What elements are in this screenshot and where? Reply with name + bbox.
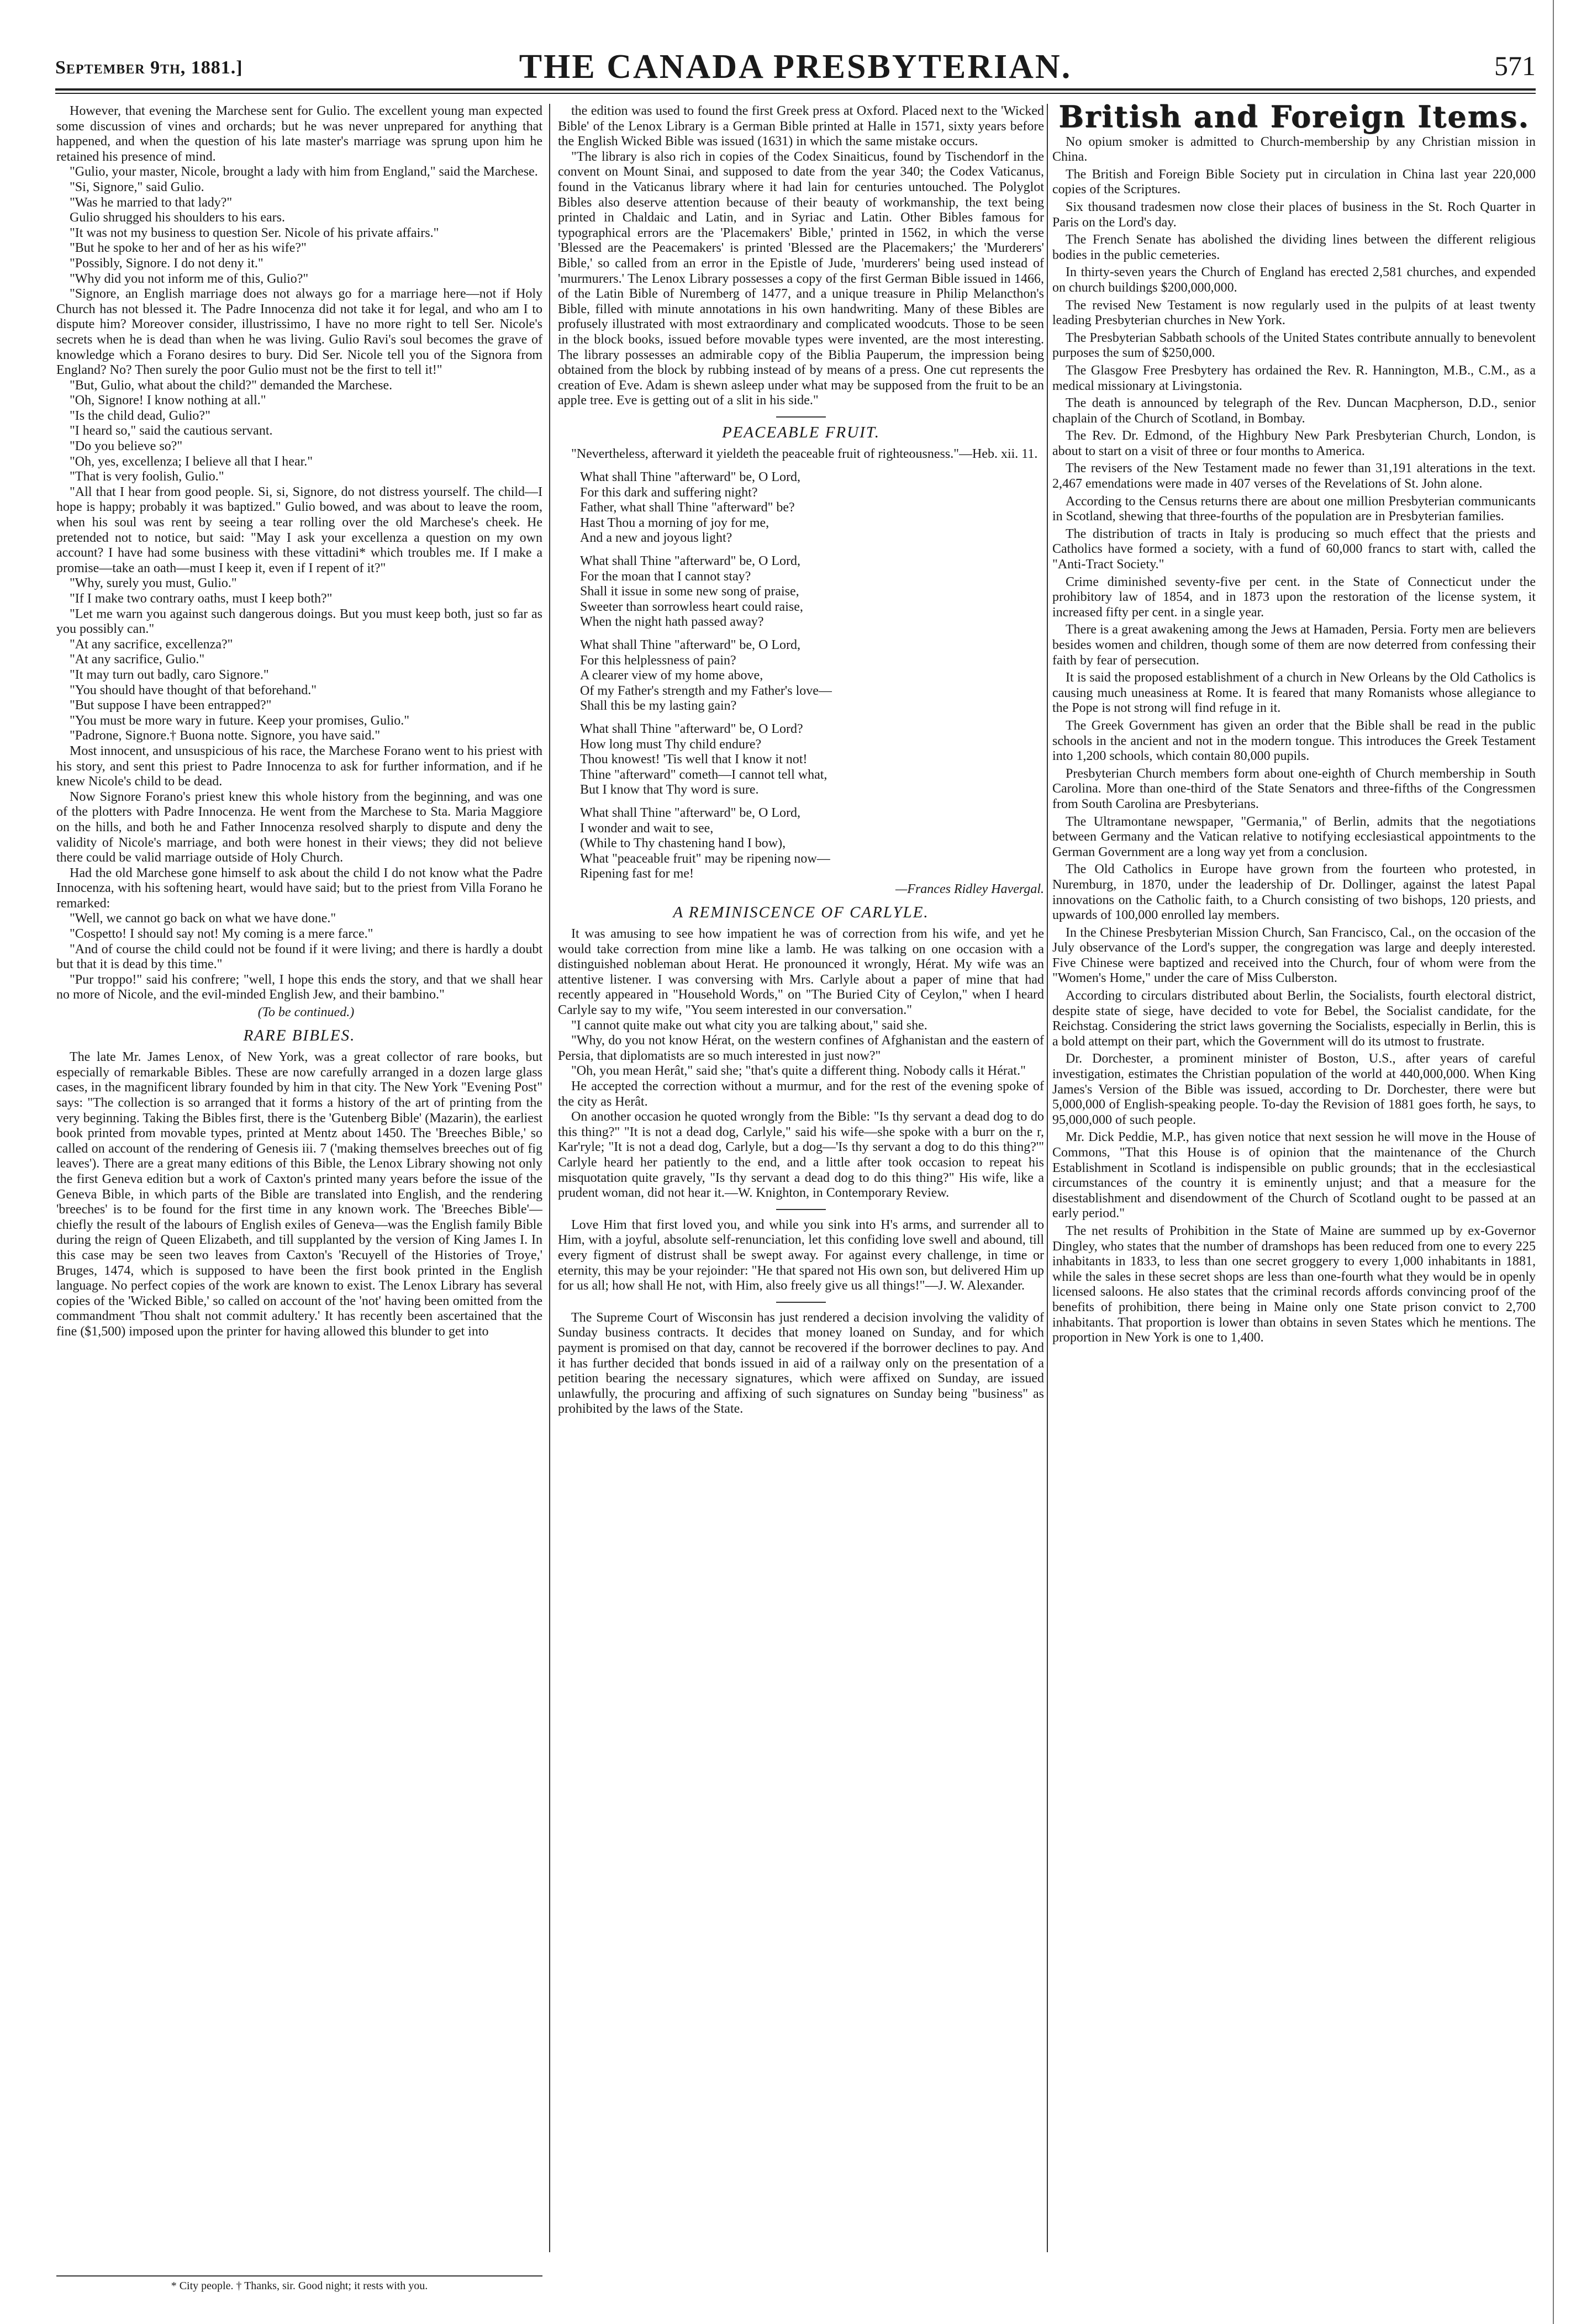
- serial-story: [56, 104, 542, 1003]
- column-divider: [1047, 104, 1048, 2252]
- carlyle-heading: A REMINISCENCE OF CARLYLE.: [673, 903, 929, 921]
- news-item: No opium smoker is admitted to Church-membership by any Christian mission in China.: [1052, 134, 1536, 165]
- news-item: The revisers of the New Testament made no fewer than 31,191 alterations in the text. 2,467 emendations were made in 407 verses of the Revelations of St. John alone.: [1052, 461, 1536, 492]
- poem-line: A clearer view of my home above,: [580, 668, 763, 683]
- news-item: The net results of Prohibition in the State of Maine are summed up by ex-Governor Dingley, who states that the number of dramshops has been reduced from one to every 225 inhabitants in 1833, to less than one secret groggery to every 1,000 inhabitants in 1881, while the sales in these secret shops are less than one-fourth what they would be in openly licensed saloons. He also states that the criminal records affords convincing proof of the benefits of prohibition, there being in Maine only one State prison convict to 2,700 inhabitants. That proportion is lower than obtains in seven States which he mentions. The proportion in New York is one to 1,400.: [1052, 1223, 1536, 1345]
- story-paragraph: "Signore, an English marriage does not always go for a marriage here—not if Holy Church has not blessed it. The Padre Innocenza did not take it for legal, and who am I to dispute him? Moreover consider, illustrissimo, I have no more right to tell Ser. Nicole's secrets when he is dead than when he was living. Gulio Ravi's soul becomes the grave of knowledge which a Forano desires to bury. Did Ser. Nicole tell you of the Signora from England? No? Then surely the poor Gulio must not be the first to tell it!": [56, 287, 542, 378]
- poem-line: For the moan that I cannot stay?: [580, 569, 751, 584]
- news-item: The revised New Testament is now regularly used in the pulpits of at least twenty leading Presbyterian churches in New York.: [1052, 298, 1536, 328]
- poem-line: Thou knowest! 'Tis well that I know it not!: [580, 752, 808, 767]
- column-divider: [549, 104, 550, 2252]
- news-item: In the Chinese Presbyterian Mission Church, San Francisco, Cal., on the occasion of the July observance of the Lord's supper, the congregation was large and deeply interested. Five Chinese were baptized and received into the Church, four of whom were from the "Women's Home," under the care of Miss Culberston.: [1052, 925, 1536, 986]
- page-edge: [1553, 0, 1576, 2324]
- story-paragraph: "But suppose I have been entrapped?": [70, 698, 272, 713]
- poem-line: Of my Father's strength and my Father's love—: [580, 683, 832, 698]
- poem-line: And a new and joyous light?: [580, 531, 732, 546]
- poem-line: What shall Thine "afterward" be, O Lord,: [580, 554, 801, 569]
- news-item: Mr. Dick Peddie, M.P., has given notice that next session he will move in the House of Commons, "That this House is of opinion that the maintenance of the Church Establishment in Scotland is indispensible on public grounds; that in the ecclesiastical circumstances of the country it is eminently unjust; and that a measure for the disestablishment and disendowment of the Church of Scotland ought to be passed at an early period.": [1052, 1130, 1536, 1221]
- story-paragraph: "That is very foolish, Gulio.": [70, 469, 224, 484]
- story-paragraph: "At any sacrifice, excellenza?": [70, 637, 233, 652]
- poem-line: Shall it issue in some new song of praise,: [580, 584, 799, 599]
- story-paragraph: "It may turn out badly, caro Signore.": [70, 667, 269, 682]
- story-paragraph: "You must be more wary in future. Keep your promises, Gulio.": [70, 713, 410, 728]
- poem-line: What shall Thine "afterward" be, O Lord,: [580, 638, 801, 652]
- poem-line: Sweeter than sorrowless heart could raise,: [580, 599, 803, 614]
- poem-line: I wonder and wait to see,: [580, 821, 714, 836]
- news-item: Six thousand tradesmen now close their places of business in the St. Roch Quarter in Paris on the Lord's day.: [1052, 199, 1536, 230]
- article-paragraph: He accepted the correction without a murmur, and for the rest of the evening spoke of the city as Herât.: [558, 1079, 1044, 1109]
- page-number: 571: [1494, 50, 1536, 81]
- story-paragraph: "If I make two contrary oaths, must I keep both?": [70, 591, 333, 606]
- poem-stanza: [558, 554, 1044, 630]
- header-rule-thin: [55, 93, 1536, 94]
- story-paragraph: "And of course the child could not be found if it were living; and there is hardly a doubt but that it is dead by this time.": [56, 942, 542, 972]
- story-paragraph: "But he spoke to her and of her as his wife?": [70, 241, 307, 256]
- to-be-continued: (To be continued.): [257, 1005, 355, 1020]
- love-paragraph: Love Him that first loved you, and while you sink into H's arms, and surrender all to Him, with a joyful, absolute self-renunciation, let this confiding love swell and abound, till every figment of distrust shall be swept away. For against every challenge, in time or eternity, this may be your rejoinder: "He that spared not His own son, but delivered Him up for us all; how shall He not, with Him, also freely give us all things!"—J. W. Alexander.: [558, 1217, 1044, 1293]
- article-paragraph: "Why, do you not know Hérat, on the western confines of Afghanistan and the eastern of Persia, that diplomatists are so much interested in just now?": [558, 1033, 1044, 1063]
- news-item: The Old Catholics in Europe have grown from the fourteen who protested, in Nuremburg, in 1870, under the leadership of Dr. Dollinger, against the latest Papal innovations on the Catholic faith, to a Church consisting of two bishops, 120 priests, and upwards of 100,000 enrolled lay members.: [1052, 862, 1536, 923]
- news-item: According to the Census returns there are about one million Presbyterian communicants in Scotland, shewing that three-fourths of the population are in Presbyterian families.: [1052, 494, 1536, 524]
- story-paragraph: "Is the child dead, Gulio?": [70, 408, 210, 423]
- story-paragraph: Most innocent, and unsuspicious of his race, the Marchese Forano went to his priest with his story, and sent this priest to Padre Innocenza to ask for further information, and if he knew Nicole's child to be dead.: [56, 743, 542, 789]
- story-paragraph: "But, Gulio, what about the child?" demanded the Marchese.: [70, 378, 393, 393]
- news-item: Crime diminished seventy-five per cent. in the State of Connecticut under the prohibitory law of 1854, and in 1873 upon the restoration of the license system, it increased fifty per cent. in a single year.: [1052, 574, 1536, 620]
- poem-line: For this dark and suffering night?: [580, 485, 758, 500]
- poem-body: [558, 470, 1044, 882]
- poem-stanza: [558, 470, 1044, 546]
- story-paragraph: "Well, we cannot go back on what we have done.": [70, 911, 336, 926]
- poem-line: Hast Thou a morning of joy for me,: [580, 515, 769, 530]
- news-item: The British and Foreign Bible Society put in circulation in China last year 220,000 copies of the Scriptures.: [1052, 167, 1536, 197]
- poem-line: (While to Thy chastening hand I bow),: [580, 836, 786, 851]
- header-rule: [55, 88, 1536, 91]
- poem-line: For this helplessness of pain?: [580, 653, 736, 668]
- story-paragraph: "Oh, Signore! I know nothing at all.": [70, 393, 266, 408]
- news-item: There is a great awakening among the Jews at Hamaden, Persia. Forty men are believers besides women and children, though some of them are now deterred from confessing their faith by fear of persecution.: [1052, 622, 1536, 668]
- news-item: The death is announced by telegraph of the Rev. Duncan Macpherson, D.D., senior chaplain of the Church of Scotland, in Bombay.: [1052, 396, 1536, 426]
- news-item: The Ultramontane newspaper, "Germania," of Berlin, admits that the negotiations between Germany and the Vatican relative to notifying ecclesiastical appointments to the German Government are a long way yet from a conclusion.: [1052, 814, 1536, 859]
- story-paragraph: "Oh, yes, excellenza; I believe all that I hear.": [70, 454, 313, 469]
- poem-line: How long must Thy child endure?: [580, 737, 762, 752]
- masthead: [55, 48, 1536, 86]
- footnote: * City people. † Thanks, sir. Good night; it rests with you.: [56, 2275, 542, 2293]
- story-paragraph: "It was not my business to question Ser. Nicole of his private affairs.": [70, 225, 439, 240]
- rare-bibles-continued: [558, 104, 1044, 409]
- poem-line: Father, what shall Thine "afterward" be?: [580, 500, 795, 515]
- story-paragraph: "All that I hear from good people. Si, si, Signore, do not distress yourself. The child—I hope is happy; probably it was baptized." Gulio bowed, and was about to leave the room, when his soul was rent by seeing a tear rolling over the old Marchese's cheek. He pretended not to notice, but said: "May I ask your excellenza a question on my own account? I have had some business with these vittadini* which troubles me. If I make a promise—take an oath—must I keep it, even if I repent of it?": [56, 484, 542, 575]
- poem-line: What shall Thine "afterward" be, O Lord,: [580, 470, 801, 485]
- article-paragraph: "I cannot quite make out what city you are talking about," said she.: [571, 1018, 927, 1033]
- article-paragraph: the edition was used to found the first Greek press at Oxford. Placed next to the 'Wicked Bible' of the Lenox Library is a German Bible printed at Halle in 1571, sixty years before the English Wicked Bible was issued (1631) in which the same mistake occurs.: [558, 104, 1044, 149]
- story-paragraph: "Pur troppo!" said his confrere; "well, I hope this ends the story, and that we shall hear no more of Nicole, and the evil-minded English Jew, and their bambino.": [56, 972, 542, 1002]
- article-paragraph: On another occasion he quoted wrongly from the Bible: "Is thy servant a dead dog to do this thing?" "It is not a dead dog, Carlyle," said his wife—she spoke with a burr on the r, Kar'ryle; "It is not a dead dog, Carlyle, but a dog—'Is thy servant a dog to do this thing?'" Carlyle heard her patiently to the end, and a little after took occasion to repeat his misquotation quite gravely, "Is thy servant a dead dog to do this thing?" His wife, like a prudent woman, did not hear it.—W. Knighton, in Contemporary Review.: [558, 1110, 1044, 1201]
- poem-line: When the night hath passed away?: [580, 615, 764, 630]
- poem-stanza: [558, 638, 1044, 714]
- section-rule: [776, 1209, 826, 1210]
- poem-line: Shall this be my lasting gain?: [580, 699, 737, 714]
- story-paragraph: "Was he married to that lady?": [70, 195, 233, 210]
- story-paragraph: "Cospetto! I should say not! My coming is a mere farce.": [70, 927, 373, 942]
- poem-epigraph: "Nevertheless, afterward it yieldeth the peaceable fruit of righteousness."—Heb. xii. 11.: [571, 447, 1038, 462]
- poem-author: —Frances Ridley Havergal.: [895, 881, 1044, 896]
- story-paragraph: Had the old Marchese gone himself to ask about the child I do not know what the Padre Innocenza, with his softening heart, would have said; but to the priest from Villa Forano he remarked:: [56, 865, 542, 911]
- news-items-list: [1052, 135, 1536, 1346]
- article-paragraph: "Oh, you mean Herât," said she; "that's quite a different thing. Nobody calls it Hérat.": [571, 1064, 1026, 1079]
- poem-line: Ripening fast for me!: [580, 867, 694, 881]
- poem-stanza: [558, 806, 1044, 882]
- story-paragraph: "Do you believe so?": [70, 439, 183, 454]
- wisconsin-paragraph: The Supreme Court of Wisconsin has just rendered a decision involving the validity of Sunday business contracts. It decides that money loaned on Sunday, and for which payment is promised on that day, cannot be recovered if the borrower declines to pay. And it has further decided that bonds issued in aid of a railway only on the presentation of a petition bearing the necessary signatures, which were affixed on Sunday, are issued unlawfully, the procuring and affixing of such signatures on Sunday being "business" as prohibited by the laws of the State.: [558, 1310, 1044, 1417]
- news-item: The distribution of tracts in Italy is producing so much effect that the priests and Catholics have formed a society, with a fund of 60,000 francs to start with, called the "Anti-Tract Society.": [1052, 526, 1536, 572]
- story-paragraph: "Possibly, Signore. I do not deny it.": [70, 256, 263, 271]
- british-foreign-items-heading: British and Foreign Items.: [1058, 104, 1530, 134]
- news-item: According to circulars distributed about Berlin, the Socialists, fourth electoral district, despite state of siege, have decided to vote for Bebel, the Socialist candidate, for the Reichstag. Considering the strict laws governing the Socialists, especially in Berlin, this is a bold attempt on their part, which the Government will do its utmost to frustrate.: [1052, 989, 1536, 1049]
- poem-line: What "peaceable fruit" may be ripening now—: [580, 851, 830, 866]
- poem-heading: PEACEABLE FRUIT.: [722, 423, 880, 441]
- story-paragraph: "Let me warn you against such dangerous doings. But you must keep both, just so far as you possibly can.": [56, 606, 542, 637]
- news-item: In thirty-seven years the Church of England has erected 2,581 churches, and expended on church buildings $200,000,000.: [1052, 265, 1536, 295]
- column-2: [558, 104, 1044, 2274]
- news-item: Presbyterian Church members form about one-eighth of Church membership in South Carolina. More than one-third of the State Senators and three-fifths of the Congressmen from South Carolina are Presbyterians.: [1052, 766, 1536, 811]
- article-paragraph: The late Mr. James Lenox, of New York, was a great collector of rare books, but especially of remarkable Bibles. These are now carefully arranged in a dozen large glass cases, in the magnificent library founded by him in that city. The New York "Evening Post" says: "The collection is so arranged that it forms a history of the art of printing from the very beginning. Taking the Bibles first, there is the 'Gutenberg Bible' (Mazarin), the earliest book printed from movable types, printed at Mentz about 1450. The 'Breeches Bible,' so called on account of the rendering of Genesis iii. 7 ('making themselves breeches out of fig leaves'). There are a great many editions of this Bible, the Lenox Library showing not only the first Geneva edition but a work of Caxton's printed many years before the issue of the Geneva Bible, in which parts of the Bible are translated into English, and the rendering 'breeches' is to be found for the first time in any known work. The 'Breeches Bible'—chiefly the result of the labours of English exiles of Geneva—was the English family Bible during the reign of Queen Elizabeth, and till supplanted by the version of King James I. In this case may be seen two leaves from Caxton's 'Recuyell of the Histories of Troye,' Bruges, 1474, which is supposed to have been the first book printed in the English language. No perfect copies of the work are known to exist. The Lenox Library has several copies of the 'Wicked Bible,' so called on account of the 'not' having been omitted from the commandment 'Thou shalt not commit adultery.' It has recently been ascertained that the fine ($1,500) imposed upon the printer for having allowed this blunder to get into: [56, 1050, 542, 1339]
- column-1: [56, 104, 542, 2274]
- news-item: Dr. Dorchester, a prominent minister of Boston, U.S., after years of careful investigation, estimates the Christian population of the world at 440,000,000. When King James's Version of the Bible was issued, according to Dr. Dorchester, there were but 5,000,000 of English-speaking people. To-day the Revision of 1881 goes forth, he says, to 95,000,000 of such people.: [1052, 1052, 1536, 1127]
- story-paragraph: "You should have thought of that beforehand.": [70, 683, 317, 698]
- story-paragraph: "Si, Signore," said Gulio.: [70, 179, 204, 194]
- rare-bibles-article: [56, 1050, 542, 1339]
- story-paragraph: Gulio shrugged his shoulders to his ears.: [70, 210, 285, 225]
- poem-line: But I know that Thy word is sure.: [580, 783, 759, 797]
- story-paragraph: "Padrone, Signore.† Buona notte. Signore, you have said.": [70, 728, 381, 743]
- news-item: It is said the proposed establishment of a church in New Orleans by the Old Catholics is causing much uneasiness at Rome. It is feared that many Romanists whose allegiance to the Pope is not strong will find refuge in it.: [1052, 670, 1536, 716]
- article-paragraph: "The library is also rich in copies of the Codex Sinaiticus, found by Tischendorf in the convent on Mount Sinai, and supposed to date from the year 340; the Codex Vaticanus, found in the Vaticanus library where it had lain for centuries untouched. The Polyglot Bibles also deserve attention because of their beauty of workmanship, the text being printed in Chaldaic and Latin, and in Syriac and Latin. Other Bibles famous for typographical errors are the 'Placemakers' Bible,' printed in 1562, in which the verse 'Blessed are the Peacemakers' is printed 'Blessed are the Placemakers;' the 'Murderers' Bible,' so called from an error in the Epistle of Jude, 'murderers' being used instead of 'murmurers.' The Lenox Library possesses a copy of the first German Bible issued in 1466, of the Latin Bible of Nuremberg of 1477, and a unique treasure in Philip Melancthon's Bible, filled with minute annotations in his own handwriting. Many of these Bibles are profusely illustrated with most extraordinary and complicated woodcuts. Those to be seen in the block books, issued before movable types were invented, are the most interesting. The library possesses an admirable copy of the Biblia Pauperum, the impression being obtained from the block by rubbing instead of by means of a press. One cut represents the creation of Eve. Adam is shewn asleep under what may be supposed from the fruit to be an apple tree. Eve is getting out of a slit in his side.": [558, 149, 1044, 408]
- poem-line: What shall Thine "afterward" be, O Lord?: [580, 721, 803, 736]
- section-rule: [776, 1302, 826, 1303]
- news-item: The Glasgow Free Presbytery has ordained the Rev. R. Hannington, M.B., C.M., as a medical missionary at Livingstonia.: [1052, 363, 1536, 393]
- news-item: The Rev. Dr. Edmond, of the Highbury New Park Presbyterian Church, London, is about to start on a visit of three or four months to America.: [1052, 429, 1536, 458]
- poem-stanza: [558, 722, 1044, 798]
- section-rule: [776, 416, 826, 418]
- carlyle-article: [558, 927, 1044, 1201]
- story-paragraph: "I heard so," said the cautious servant.: [70, 424, 273, 439]
- news-item: The Presbyterian Sabbath schools of the United States contribute annually to benevolent purposes the sum of $250,000.: [1052, 330, 1536, 361]
- poem-line: Thine "afterward" cometh—I cannot tell what,: [580, 767, 827, 782]
- issue-date: September 9th, 1881.]: [55, 57, 243, 78]
- story-paragraph: "Why did you not inform me of this, Gulio?": [70, 271, 309, 286]
- rare-bibles-heading: RARE BIBLES.: [243, 1026, 356, 1044]
- news-item: The Greek Government has given an order that the Bible shall be read in the public schools in the ancient and not in the modern tongue. This introduces the Greek Testament into 1,200 schools, which contain 80,000 pupils.: [1052, 718, 1536, 764]
- story-paragraph: "At any sacrifice, Gulio.": [70, 652, 205, 667]
- newspaper-title: THE CANADA PRESBYTERIAN.: [519, 48, 1072, 86]
- story-paragraph: "Gulio, your master, Nicole, brought a lady with him from England," said the Marchese.: [70, 165, 538, 179]
- news-item: The French Senate has abolished the dividing lines between the different religious bodies in the public cemeteries.: [1052, 233, 1536, 262]
- column-3: [1052, 104, 1536, 2274]
- story-paragraph: "Why, surely you must, Gulio.": [70, 576, 237, 591]
- article-paragraph: It was amusing to see how impatient he was of correction from his wife, and yet he would take correction from mine like a lamb. He was talking on one occasion with a distinguished nobleman about Herat. He pronounced it wrongly, Hérat. My wife was an attentive listener. I was conversing with Mrs. Carlyle about a paper of mine that had recently appeared in "Household Words," on "The Buried City of Ceylon," when I heard Carlyle say to my wife, "You seem interested in our conversation.": [558, 927, 1044, 1018]
- story-paragraph: Now Signore Forano's priest knew this whole history from the beginning, and was one of the plotters with Padre Innocenza. He went from the Marchese to Sta. Maria Maggiore on the hills, and both he and Father Innocenza resolved sharply to dispute and deny the validity of Nicole's marriage, and both were honest in their views; they did not believe there could be valid marriage outside of Holy Church.: [56, 789, 542, 865]
- poem-line: What shall Thine "afterward" be, O Lord,: [580, 805, 801, 820]
- story-paragraph: However, that evening the Marchese sent for Gulio. The excellent young man expected some discussion of vines and orchards; but he was never unprepared for anything that happened, and when the question of his late master's marriage was sprung upon him he retained his presence of mind.: [56, 104, 542, 164]
